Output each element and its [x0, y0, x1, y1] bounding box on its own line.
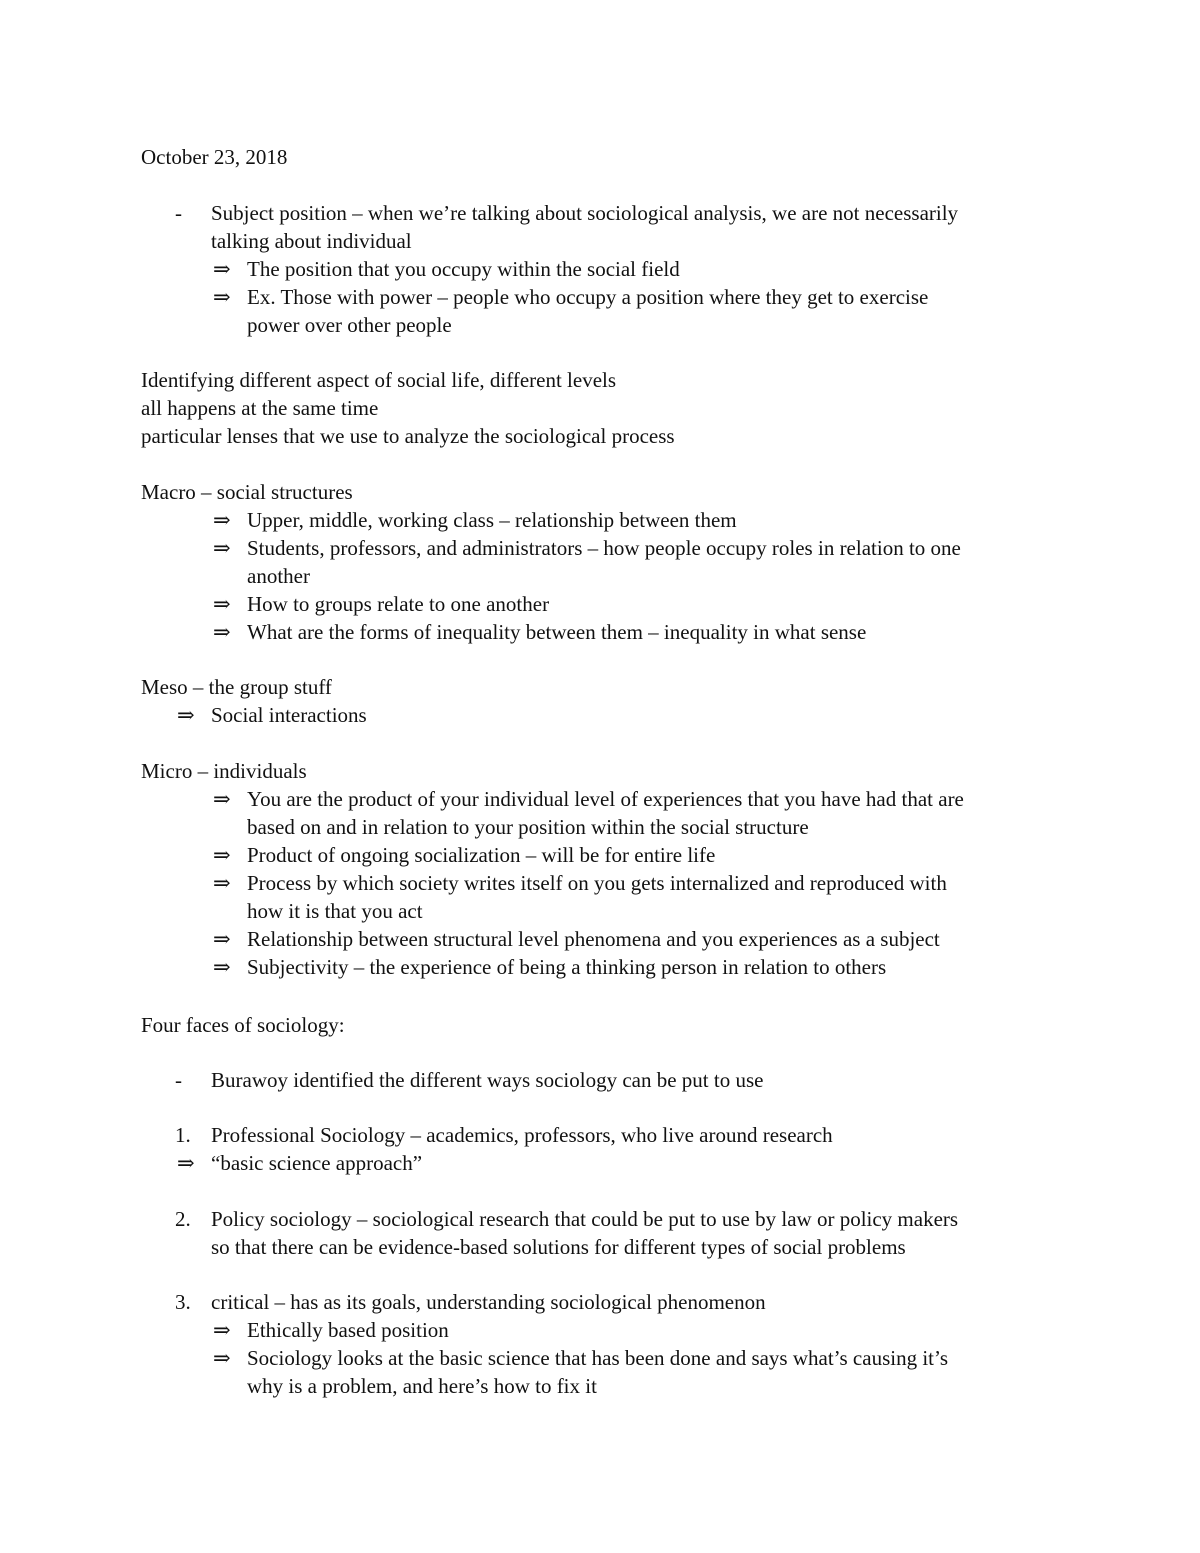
numbered-sub-item: “basic science approach” [211, 1151, 423, 1175]
micro-item: You are the product of your individual level of experiences that you have had that are [247, 787, 964, 811]
sub-item-continued: power over other people [247, 313, 452, 337]
levels-intro-block [0, 366, 1200, 450]
arrow-bullet: ⇒ [213, 536, 231, 560]
arrow-bullet: ⇒ [213, 871, 231, 895]
dash-bullet: - [175, 1068, 182, 1092]
numbered-sub-item-continued: why is a problem, and here’s how to fix it [247, 1374, 597, 1398]
macro-heading: Macro – social structures [141, 480, 353, 504]
subject-position-block [0, 199, 1200, 339]
numbered-item-text: so that there can be evidence-based solutions for different types of social problems [211, 1235, 906, 1259]
sub-item: The position that you occupy within the social field [247, 257, 680, 281]
arrow-bullet: ⇒ [177, 703, 195, 727]
arrow-bullet: ⇒ [213, 592, 231, 616]
intro-line: Identifying different aspect of social life, different levels [141, 368, 617, 392]
micro-item: Relationship between structural level phenomena and you experiences as a subject [247, 927, 940, 951]
micro-item: Subjectivity – the experience of being a thinking person in relation to others [247, 955, 887, 979]
arrow-bullet: ⇒ [213, 787, 231, 811]
item-number: 3. [175, 1290, 191, 1314]
numbered-item-text: Policy sociology – sociological research that could be put to use by law or policy makers [211, 1207, 959, 1231]
arrow-bullet: ⇒ [213, 257, 231, 281]
meso-item: Social interactions [211, 703, 367, 727]
meso-heading: Meso – the group stuff [141, 675, 332, 699]
macro-item: How to groups relate to one another [247, 592, 550, 616]
macro-item: Upper, middle, working class – relationship between them [247, 508, 737, 532]
numbered-sub-item: Ethically based position [247, 1318, 449, 1342]
micro-item: Process by which society writes itself on you gets internalized and reproduced with [247, 871, 947, 895]
arrow-bullet: ⇒ [213, 843, 231, 867]
subject-line: Subject position – when we’re talking about sociological analysis, we are not necessarily [211, 201, 959, 225]
arrow-bullet: ⇒ [213, 1346, 231, 1370]
arrow-bullet: ⇒ [213, 620, 231, 644]
micro-item-continued: based on and in relation to your position within the social structure [247, 815, 809, 839]
arrow-bullet: ⇒ [213, 508, 231, 532]
micro-heading: Micro – individuals [141, 759, 307, 783]
dash-bullet: - [175, 201, 182, 225]
date-text: October 23, 2018 [141, 145, 288, 169]
sub-item: Ex. Those with power – people who occupy a position where they get to exercise [247, 285, 929, 309]
burawoy-line: Burawoy identified the different ways sociology can be put to use [211, 1068, 764, 1092]
macro-block [0, 478, 1200, 646]
meso-block [0, 673, 1200, 729]
item-number: 1. [175, 1123, 191, 1147]
burawoy-block [0, 1066, 1200, 1094]
intro-line: particular lenses that we use to analyze the sociological process [141, 424, 675, 448]
macro-item-continued: another [247, 564, 310, 588]
arrow-bullet: ⇒ [213, 1318, 231, 1342]
micro-item: Product of ongoing socialization – will be for entire life [247, 843, 716, 867]
numbered-item-text: critical – has as its goals, understanding sociological phenomenon [211, 1290, 766, 1314]
macro-item: What are the forms of inequality between them – inequality in what sense [247, 620, 867, 644]
arrow-bullet: ⇒ [213, 955, 231, 979]
numbered-sub-item: Sociology looks at the basic science that has been done and says what’s causing it’s [247, 1346, 949, 1370]
arrow-bullet: ⇒ [213, 927, 231, 951]
micro-block [0, 757, 1200, 981]
numbered-item-3 [0, 1288, 1200, 1400]
numbered-item-text: Professional Sociology – academics, professors, who live around research [211, 1123, 833, 1147]
macro-item: Students, professors, and administrators – how people occupy roles in relation to one [247, 536, 961, 560]
micro-item-continued: how it is that you act [247, 899, 423, 923]
subject-line: talking about individual [211, 229, 412, 253]
arrow-bullet: ⇒ [177, 1151, 195, 1175]
numbered-item-1 [0, 1121, 1200, 1177]
intro-line: all happens at the same time [141, 396, 379, 420]
date-block [0, 143, 1200, 171]
four-faces-heading: Four faces of sociology: [141, 1013, 345, 1037]
item-number: 2. [175, 1207, 191, 1231]
numbered-item-2 [0, 1205, 1200, 1261]
arrow-bullet: ⇒ [213, 285, 231, 309]
four-faces-heading-block [0, 1011, 1200, 1039]
